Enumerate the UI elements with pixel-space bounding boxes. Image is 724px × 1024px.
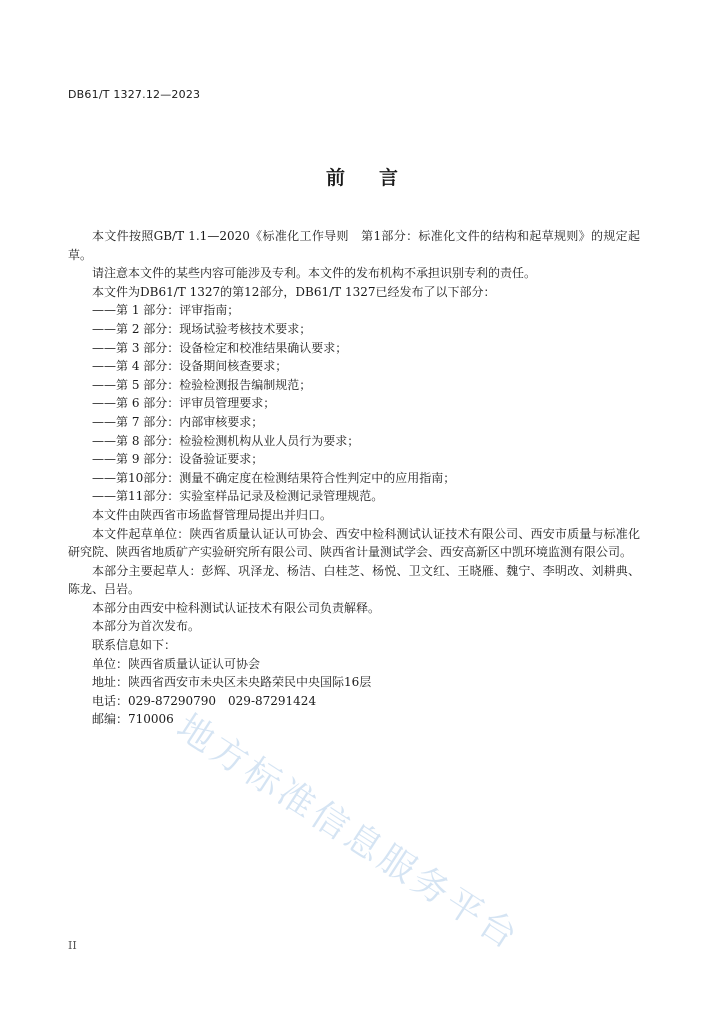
list-item: ——第 4 部分：设备期间核查要求； (92, 359, 288, 374)
list-item: ——第 9 部分：设备验证要求； (92, 452, 264, 467)
paragraph-interpretation: 本部分由西安中检科测试认证技术有限公司负责解释。 (92, 600, 381, 615)
watermark: 地方标准信息服务平台 (169, 706, 528, 959)
list-item: ——第 8 部分：检验检测机构从业人员行为要求； (92, 433, 360, 448)
paragraph-series-intro: 本文件为DB61/T 1327的第12部分，DB61/T 1327已经发布了以下部分： (92, 284, 496, 299)
paragraph-first-release: 本部分为首次发布。 (92, 619, 201, 634)
paragraph-drafting-units: 本文件起草单位：陕西省质量认证认可协会、西安中检科测试认证技术有限公司、西安市质量与标准化研究院、陕西省地质矿产实验研究所有限公司、陕西省计量测试学会、西安高新区中凯环境监测有限公司。 (68, 526, 640, 560)
page-number: II (68, 939, 77, 952)
contact-address: 地址：陕西省西安市未央区未央路荣民中央国际16层 (92, 675, 372, 690)
document-code: DB61/T 1327.12—2023 (68, 88, 201, 101)
contact-phone: 电话：029-87290790 029-87291424 (92, 693, 317, 708)
list-item: ——第 1 部分：评审指南； (92, 303, 240, 318)
contact-unit: 单位：陕西省质量认证认可协会 (92, 656, 261, 671)
paragraph-drafters: 本部分主要起草人：彭辉、巩泽龙、杨洁、白桂芝、杨悦、卫文红、王晓雁、魏宁、李明改、刘耕典、陈龙、吕岩。 (68, 563, 640, 597)
document-body (68, 227, 640, 729)
list-item: ——第 6 部分：评审员管理要求； (92, 396, 276, 411)
paragraph-patent-notice: 请注意本文件的某些内容可能涉及专利。本文件的发布机构不承担识别专利的责任。 (92, 266, 537, 281)
list-item: ——第10部分：测量不确定度在检测结果符合性判定中的应用指南； (92, 470, 456, 485)
list-item: ——第11部分：实验室样品记录及检测记录管理规范。 (92, 489, 384, 504)
page-title: 前言 (325, 167, 432, 189)
list-item: ——第 3 部分：设备检定和校准结果确认要求； (92, 340, 348, 355)
list-item: ——第 2 部分：现场试验考核技术要求； (92, 321, 312, 336)
paragraph-contact-intro: 联系信息如下： (92, 638, 177, 653)
paragraph-proposer: 本文件由陕西省市场监督管理局提出并归口。 (92, 507, 333, 522)
contact-postcode: 邮编：710006 (92, 712, 174, 727)
list-item: ——第 7 部分：内部审核要求； (92, 414, 264, 429)
list-item: ——第 5 部分：检验检测报告编制规范； (92, 377, 312, 392)
paragraph-drafting-rule: 本文件按照GB/T 1.1—2020《标准化工作导则 第1部分：标准化文件的结构和起草规则》的规定起草。 (68, 229, 640, 262)
